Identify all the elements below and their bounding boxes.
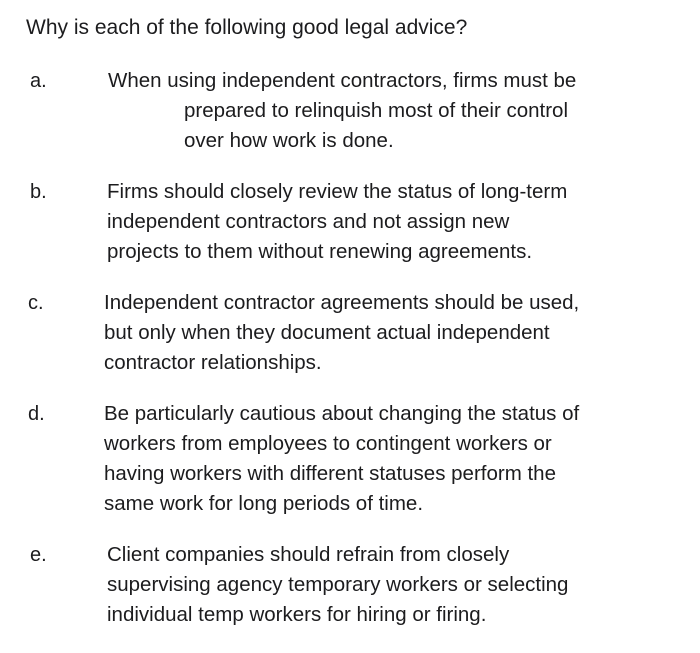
item-text — [104, 288, 579, 378]
item-text — [104, 399, 579, 519]
item-line: contractor relationships. — [104, 351, 322, 374]
item-text — [108, 66, 576, 156]
item-line: independent contractors and not assign new — [107, 210, 510, 233]
item-line: same work for long periods of time. — [104, 492, 424, 515]
item-letter: b. — [30, 181, 47, 203]
item-letter: e. — [30, 544, 47, 566]
item-line: Firms should closely review the status of long-term — [107, 180, 568, 203]
item-line: Be particularly cautious about changing the status of — [104, 402, 580, 425]
item-line: individual temp workers for hiring or firing. — [107, 603, 487, 626]
item-line: Independent contractor agreements should be used, — [104, 291, 580, 314]
item-line: supervising agency temporary workers or selecting — [107, 573, 569, 596]
item-letter: c. — [28, 292, 44, 314]
question-heading: Why is each of the following good legal advice? — [26, 16, 468, 39]
item-text — [107, 540, 568, 630]
item-line: but only when they document actual independent — [104, 321, 550, 344]
item-line: having workers with different statuses perform the — [104, 462, 556, 485]
item-letter: d. — [28, 403, 45, 425]
item-text — [107, 177, 567, 267]
item-line: over how work is done. — [184, 129, 394, 152]
item-letter: a. — [30, 70, 47, 92]
item-line: When using independent contractors, firms must be — [108, 69, 577, 92]
item-line: prepared to relinquish most of their control — [184, 99, 569, 122]
item-line: projects to them without renewing agreements. — [107, 240, 533, 263]
item-line: workers from employees to contingent workers or — [104, 432, 552, 455]
item-line: Client companies should refrain from closely — [107, 543, 510, 566]
